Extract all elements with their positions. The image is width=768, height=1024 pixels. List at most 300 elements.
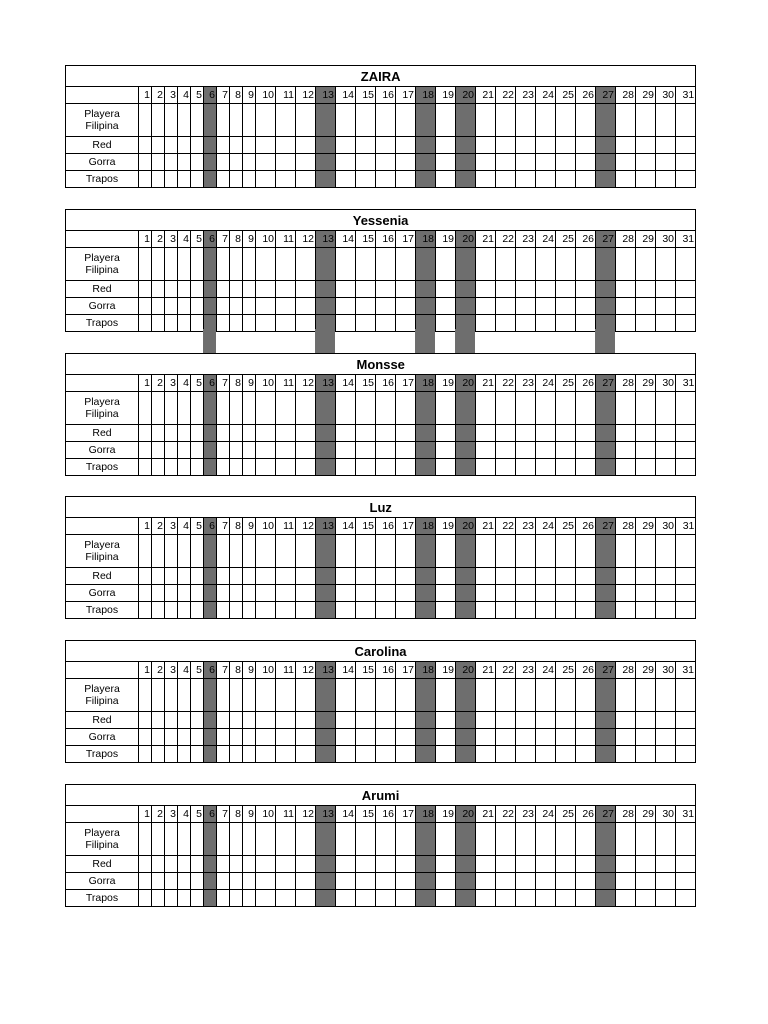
day-cell[interactable] [456,425,476,442]
day-cell[interactable] [436,425,456,442]
day-cell[interactable] [256,392,276,425]
day-cell[interactable] [204,568,217,585]
day-cell[interactable] [243,298,256,315]
day-cell[interactable] [396,823,416,856]
day-cell[interactable] [416,298,436,315]
day-cell[interactable] [416,823,436,856]
day-cell[interactable] [276,535,296,568]
day-cell[interactable] [496,585,516,602]
day-cell[interactable] [336,459,356,476]
day-cell[interactable] [476,154,496,171]
day-cell[interactable] [243,535,256,568]
day-cell[interactable] [217,729,230,746]
day-cell[interactable] [636,712,656,729]
day-cell[interactable] [516,392,536,425]
day-cell[interactable] [556,104,576,137]
day-cell[interactable] [436,679,456,712]
day-cell[interactable] [191,459,204,476]
day-cell[interactable] [256,585,276,602]
day-cell[interactable] [178,568,191,585]
day-cell[interactable] [516,535,536,568]
day-cell[interactable] [217,602,230,619]
day-cell[interactable] [616,154,636,171]
day-cell[interactable] [204,890,217,907]
day-cell[interactable] [152,873,165,890]
day-cell[interactable] [416,890,436,907]
day-cell[interactable] [676,823,696,856]
day-cell[interactable] [165,679,178,712]
day-cell[interactable] [356,425,376,442]
day-cell[interactable] [636,171,656,188]
day-cell[interactable] [636,442,656,459]
day-cell[interactable] [165,154,178,171]
day-cell[interactable] [191,823,204,856]
day-cell[interactable] [476,890,496,907]
day-cell[interactable] [436,442,456,459]
day-cell[interactable] [556,823,576,856]
day-cell[interactable] [396,679,416,712]
day-cell[interactable] [178,712,191,729]
day-cell[interactable] [656,248,676,281]
day-cell[interactable] [256,425,276,442]
day-cell[interactable] [296,602,316,619]
day-cell[interactable] [243,171,256,188]
day-cell[interactable] [165,442,178,459]
day-cell[interactable] [336,585,356,602]
day-cell[interactable] [243,602,256,619]
day-cell[interactable] [316,442,336,459]
day-cell[interactable] [217,425,230,442]
day-cell[interactable] [152,823,165,856]
day-cell[interactable] [336,535,356,568]
day-cell[interactable] [496,315,516,332]
day-cell[interactable] [204,425,217,442]
day-cell[interactable] [139,315,152,332]
day-cell[interactable] [676,171,696,188]
day-cell[interactable] [316,392,336,425]
day-cell[interactable] [516,746,536,763]
day-cell[interactable] [516,171,536,188]
day-cell[interactable] [576,746,596,763]
day-cell[interactable] [676,729,696,746]
day-cell[interactable] [139,137,152,154]
day-cell[interactable] [616,712,636,729]
day-cell[interactable] [316,298,336,315]
day-cell[interactable] [230,585,243,602]
day-cell[interactable] [256,535,276,568]
day-cell[interactable] [616,248,636,281]
day-cell[interactable] [396,442,416,459]
day-cell[interactable] [217,712,230,729]
day-cell[interactable] [396,890,416,907]
day-cell[interactable] [191,856,204,873]
day-cell[interactable] [436,459,456,476]
day-cell[interactable] [516,890,536,907]
day-cell[interactable] [178,856,191,873]
day-cell[interactable] [536,171,556,188]
day-cell[interactable] [376,873,396,890]
day-cell[interactable] [336,315,356,332]
day-cell[interactable] [436,535,456,568]
day-cell[interactable] [316,248,336,281]
day-cell[interactable] [576,873,596,890]
day-cell[interactable] [636,104,656,137]
day-cell[interactable] [230,535,243,568]
day-cell[interactable] [396,602,416,619]
day-cell[interactable] [536,585,556,602]
day-cell[interactable] [456,154,476,171]
day-cell[interactable] [376,679,396,712]
day-cell[interactable] [243,585,256,602]
day-cell[interactable] [336,171,356,188]
day-cell[interactable] [178,298,191,315]
day-cell[interactable] [296,873,316,890]
day-cell[interactable] [296,535,316,568]
day-cell[interactable] [676,248,696,281]
day-cell[interactable] [191,746,204,763]
day-cell[interactable] [316,823,336,856]
day-cell[interactable] [152,602,165,619]
day-cell[interactable] [256,137,276,154]
day-cell[interactable] [436,298,456,315]
day-cell[interactable] [165,425,178,442]
day-cell[interactable] [676,856,696,873]
day-cell[interactable] [191,104,204,137]
day-cell[interactable] [616,602,636,619]
day-cell[interactable] [139,585,152,602]
day-cell[interactable] [356,248,376,281]
day-cell[interactable] [596,248,616,281]
day-cell[interactable] [396,104,416,137]
day-cell[interactable] [616,298,636,315]
day-cell[interactable] [576,712,596,729]
day-cell[interactable] [416,729,436,746]
day-cell[interactable] [556,459,576,476]
day-cell[interactable] [191,281,204,298]
day-cell[interactable] [152,154,165,171]
day-cell[interactable] [256,873,276,890]
day-cell[interactable] [191,729,204,746]
day-cell[interactable] [356,104,376,137]
day-cell[interactable] [416,459,436,476]
day-cell[interactable] [416,746,436,763]
day-cell[interactable] [556,315,576,332]
day-cell[interactable] [256,712,276,729]
day-cell[interactable] [217,535,230,568]
day-cell[interactable] [139,873,152,890]
day-cell[interactable] [217,392,230,425]
day-cell[interactable] [165,281,178,298]
day-cell[interactable] [416,392,436,425]
day-cell[interactable] [152,729,165,746]
day-cell[interactable] [616,823,636,856]
day-cell[interactable] [536,873,556,890]
day-cell[interactable] [496,137,516,154]
day-cell[interactable] [217,137,230,154]
day-cell[interactable] [230,392,243,425]
day-cell[interactable] [356,137,376,154]
day-cell[interactable] [456,442,476,459]
day-cell[interactable] [204,823,217,856]
day-cell[interactable] [165,392,178,425]
day-cell[interactable] [139,425,152,442]
day-cell[interactable] [139,442,152,459]
day-cell[interactable] [165,890,178,907]
day-cell[interactable] [191,602,204,619]
day-cell[interactable] [165,873,178,890]
day-cell[interactable] [656,298,676,315]
day-cell[interactable] [596,281,616,298]
day-cell[interactable] [276,425,296,442]
day-cell[interactable] [204,729,217,746]
day-cell[interactable] [596,459,616,476]
day-cell[interactable] [576,298,596,315]
day-cell[interactable] [576,585,596,602]
day-cell[interactable] [536,712,556,729]
day-cell[interactable] [436,248,456,281]
day-cell[interactable] [376,425,396,442]
day-cell[interactable] [191,425,204,442]
day-cell[interactable] [256,746,276,763]
day-cell[interactable] [356,823,376,856]
day-cell[interactable] [676,137,696,154]
day-cell[interactable] [396,746,416,763]
day-cell[interactable] [496,281,516,298]
day-cell[interactable] [596,568,616,585]
day-cell[interactable] [516,602,536,619]
day-cell[interactable] [456,729,476,746]
day-cell[interactable] [165,729,178,746]
day-cell[interactable] [496,392,516,425]
day-cell[interactable] [676,392,696,425]
day-cell[interactable] [356,890,376,907]
day-cell[interactable] [676,425,696,442]
day-cell[interactable] [376,602,396,619]
day-cell[interactable] [243,392,256,425]
day-cell[interactable] [178,104,191,137]
day-cell[interactable] [152,459,165,476]
day-cell[interactable] [616,746,636,763]
day-cell[interactable] [139,568,152,585]
day-cell[interactable] [296,568,316,585]
day-cell[interactable] [436,729,456,746]
day-cell[interactable] [456,535,476,568]
day-cell[interactable] [165,823,178,856]
day-cell[interactable] [616,392,636,425]
day-cell[interactable] [165,248,178,281]
day-cell[interactable] [204,248,217,281]
day-cell[interactable] [178,823,191,856]
day-cell[interactable] [636,568,656,585]
day-cell[interactable] [436,585,456,602]
day-cell[interactable] [356,281,376,298]
day-cell[interactable] [656,890,676,907]
day-cell[interactable] [556,729,576,746]
day-cell[interactable] [256,154,276,171]
day-cell[interactable] [596,729,616,746]
day-cell[interactable] [396,315,416,332]
day-cell[interactable] [636,137,656,154]
day-cell[interactable] [536,104,556,137]
day-cell[interactable] [396,137,416,154]
day-cell[interactable] [139,856,152,873]
day-cell[interactable] [576,602,596,619]
day-cell[interactable] [178,248,191,281]
day-cell[interactable] [243,459,256,476]
day-cell[interactable] [356,568,376,585]
day-cell[interactable] [376,856,396,873]
day-cell[interactable] [217,746,230,763]
day-cell[interactable] [476,298,496,315]
day-cell[interactable] [576,856,596,873]
day-cell[interactable] [165,535,178,568]
day-cell[interactable] [217,856,230,873]
day-cell[interactable] [276,281,296,298]
day-cell[interactable] [496,823,516,856]
day-cell[interactable] [165,171,178,188]
day-cell[interactable] [230,315,243,332]
day-cell[interactable] [596,890,616,907]
day-cell[interactable] [536,823,556,856]
day-cell[interactable] [376,154,396,171]
day-cell[interactable] [536,679,556,712]
day-cell[interactable] [356,712,376,729]
day-cell[interactable] [243,823,256,856]
day-cell[interactable] [243,890,256,907]
day-cell[interactable] [204,856,217,873]
day-cell[interactable] [516,104,536,137]
day-cell[interactable] [436,154,456,171]
day-cell[interactable] [243,712,256,729]
day-cell[interactable] [336,281,356,298]
day-cell[interactable] [576,392,596,425]
day-cell[interactable] [616,137,636,154]
day-cell[interactable] [191,392,204,425]
day-cell[interactable] [476,856,496,873]
day-cell[interactable] [336,154,356,171]
day-cell[interactable] [596,392,616,425]
day-cell[interactable] [230,602,243,619]
day-cell[interactable] [256,568,276,585]
day-cell[interactable] [436,873,456,890]
day-cell[interactable] [165,746,178,763]
day-cell[interactable] [436,712,456,729]
day-cell[interactable] [416,535,436,568]
day-cell[interactable] [496,248,516,281]
day-cell[interactable] [243,856,256,873]
day-cell[interactable] [476,137,496,154]
day-cell[interactable] [436,104,456,137]
day-cell[interactable] [276,154,296,171]
day-cell[interactable] [396,392,416,425]
day-cell[interactable] [576,729,596,746]
day-cell[interactable] [456,104,476,137]
day-cell[interactable] [191,712,204,729]
day-cell[interactable] [616,459,636,476]
day-cell[interactable] [556,425,576,442]
day-cell[interactable] [336,248,356,281]
day-cell[interactable] [296,137,316,154]
day-cell[interactable] [536,298,556,315]
day-cell[interactable] [296,315,316,332]
day-cell[interactable] [316,856,336,873]
day-cell[interactable] [376,729,396,746]
day-cell[interactable] [296,890,316,907]
day-cell[interactable] [178,873,191,890]
day-cell[interactable] [416,154,436,171]
day-cell[interactable] [636,248,656,281]
day-cell[interactable] [165,459,178,476]
day-cell[interactable] [436,602,456,619]
day-cell[interactable] [496,602,516,619]
day-cell[interactable] [456,137,476,154]
day-cell[interactable] [316,585,336,602]
day-cell[interactable] [230,873,243,890]
day-cell[interactable] [476,873,496,890]
day-cell[interactable] [296,104,316,137]
day-cell[interactable] [230,425,243,442]
day-cell[interactable] [204,171,217,188]
day-cell[interactable] [536,281,556,298]
day-cell[interactable] [256,298,276,315]
day-cell[interactable] [336,746,356,763]
day-cell[interactable] [276,442,296,459]
day-cell[interactable] [556,248,576,281]
day-cell[interactable] [316,568,336,585]
day-cell[interactable] [456,712,476,729]
day-cell[interactable] [336,425,356,442]
day-cell[interactable] [416,873,436,890]
day-cell[interactable] [596,679,616,712]
day-cell[interactable] [243,281,256,298]
day-cell[interactable] [456,248,476,281]
day-cell[interactable] [204,154,217,171]
day-cell[interactable] [191,585,204,602]
day-cell[interactable] [556,171,576,188]
day-cell[interactable] [556,890,576,907]
day-cell[interactable] [616,729,636,746]
day-cell[interactable] [676,890,696,907]
day-cell[interactable] [476,746,496,763]
day-cell[interactable] [496,568,516,585]
day-cell[interactable] [376,104,396,137]
day-cell[interactable] [536,568,556,585]
day-cell[interactable] [243,248,256,281]
day-cell[interactable] [191,873,204,890]
day-cell[interactable] [191,298,204,315]
day-cell[interactable] [243,679,256,712]
day-cell[interactable] [296,154,316,171]
day-cell[interactable] [396,568,416,585]
day-cell[interactable] [456,459,476,476]
day-cell[interactable] [576,248,596,281]
day-cell[interactable] [416,442,436,459]
day-cell[interactable] [556,873,576,890]
day-cell[interactable] [576,679,596,712]
day-cell[interactable] [316,154,336,171]
day-cell[interactable] [376,171,396,188]
day-cell[interactable] [516,873,536,890]
day-cell[interactable] [656,679,676,712]
day-cell[interactable] [139,154,152,171]
day-cell[interactable] [476,315,496,332]
day-cell[interactable] [676,298,696,315]
day-cell[interactable] [356,154,376,171]
day-cell[interactable] [476,281,496,298]
day-cell[interactable] [139,298,152,315]
day-cell[interactable] [152,568,165,585]
day-cell[interactable] [336,890,356,907]
